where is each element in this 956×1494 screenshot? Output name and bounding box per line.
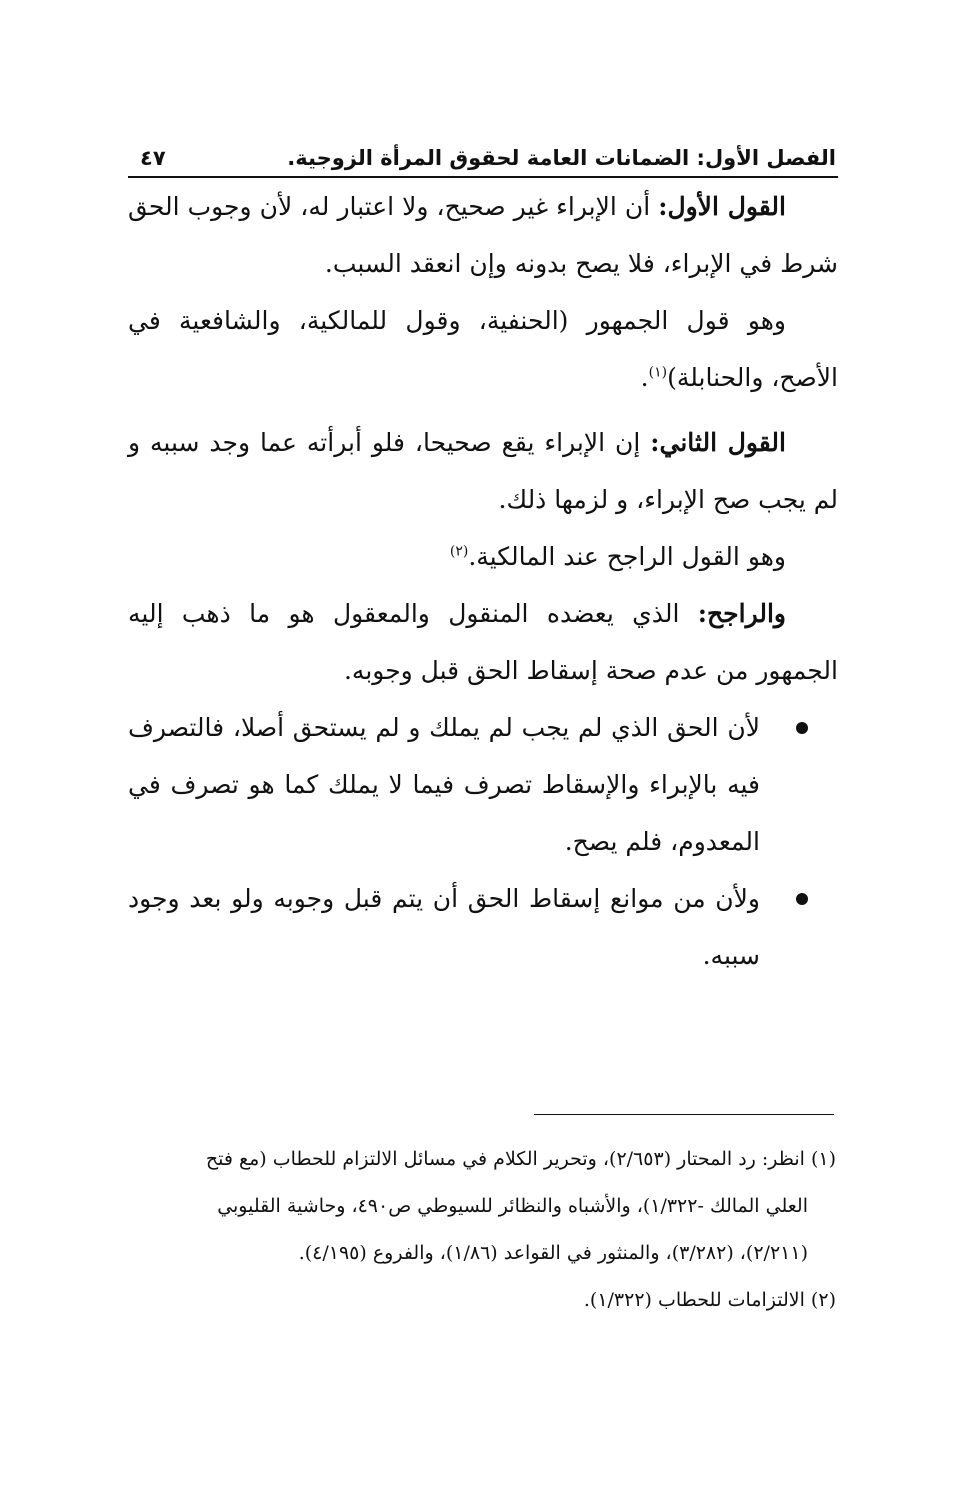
footnote-1-line-1: (١) انظر: رد المحتار (٢/٦٥٣)، وتحرير الكلام في مسائل الالتزام للحطاب (مع فتح [205,1148,836,1170]
list-item [128,699,838,870]
second-opinion-text: إن الإبراء يقع صحيحا، فلو أبرأته عما وجد سببه و لم يجب صح الإبراء، و لزمها ذلك. [128,428,838,514]
paragraph-second-opinion [128,414,838,528]
bullet-icon [796,722,808,734]
list-item [128,870,838,984]
bullet-list [128,699,838,984]
page [128,140,838,984]
chapter-title: الفصل الأول: الضمانات العامة لحقوق المرأة الزوجية. [287,146,836,170]
majority-text: وهو قول الجمهور (الحنفية، وقول للمالكية، والشافعية في الأصح، والحنابلة) [128,306,838,392]
bullet-text: لأن الحق الذي لم يجب لم يملك و لم يستحق أصلا، فالتصرف فيه بالإبراء والإسقاط تصرف فيما لا يملك كما هو تصرف في المعدوم، فلم يصح. [128,713,760,856]
preferred-heading: والراجح: [697,599,786,628]
bullet-text: ولأن من موانع إسقاط الحق أن يتم قبل وجوبه ولو بعد وجود سببه. [128,884,760,970]
footnote-2: (٢) الالتزامات للحطاب (١/٣٢٢). [583,1289,836,1311]
majority-text-end: . [640,363,649,392]
page-number: ٤٧ [140,146,166,170]
maliki-text: وهو القول الراجح عند المالكية. [468,542,786,571]
footnote-1-line-3: (٢/٢١١)، (٣/٢٨٢)، والمنثور في القواعد (١/٨٦)، والفروع (٤/١٩٥). [298,1242,808,1264]
second-opinion-heading: القول الثاني: [650,428,786,457]
footnote-ref-1[interactable]: (١) [648,364,668,381]
bullet-icon [796,893,808,905]
first-opinion-heading: القول الأول: [658,192,786,221]
paragraph-preferred [128,585,838,699]
paragraph-majority [128,292,838,406]
running-header [128,140,838,178]
main-text [128,178,838,984]
footnote-ref-2[interactable]: (٢) [449,543,469,560]
paragraph-first-opinion [128,178,838,292]
paragraph-maliki [128,528,838,585]
footnotes [128,1136,836,1324]
preferred-text: الذي يعضده المنقول والمعقول هو ما ذهب إليه الجمهور من عدم صحة إسقاط الحق قبل وجوبه. [128,599,838,685]
footnote-separator [534,1114,834,1115]
first-opinion-text: أن الإبراء غير صحيح، ولا اعتبار له، لأن وجوب الحق شرط في الإبراء، فلا يصح بدونه وإن انعقد السبب. [128,192,838,278]
footnote-1-line-2: العلي المالك -١/٣٢٢)، والأشباه والنظائر للسيوطي ص٤٩٠، وحاشية القليوبي [217,1195,808,1217]
